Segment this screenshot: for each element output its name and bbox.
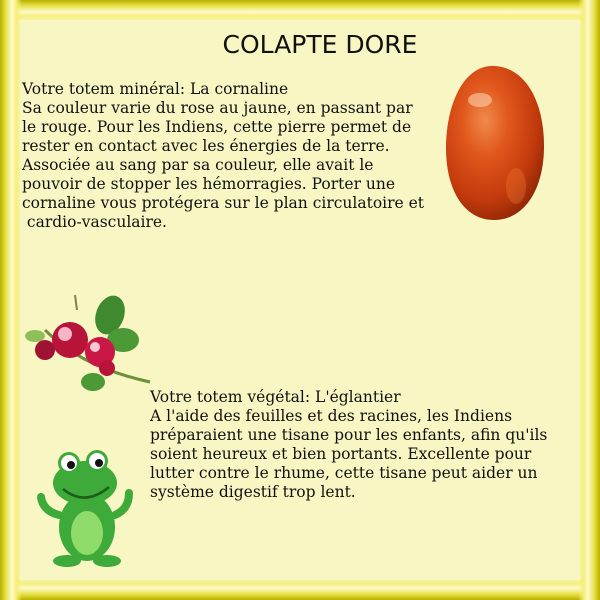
mineral-totem-text xyxy=(22,80,442,232)
mineral-heading: Votre totem minéral: La cornaline xyxy=(22,80,289,98)
mineral-line: le rouge. Pour les Indiens, cette pierre permet de xyxy=(22,118,412,136)
mineral-line: pouvoir de stopper les hémorragies. Porter une xyxy=(22,175,396,193)
mineral-line: cornaline vous protégera sur le plan circulatoire et xyxy=(22,194,425,212)
vegetal-totem-text xyxy=(150,388,570,502)
vegetal-line: système digestif trop lent. xyxy=(150,483,356,501)
vegetal-line: soient heureux et bien portants. Excellente pour xyxy=(150,445,532,463)
eglantier-flower-image xyxy=(15,290,155,400)
vegetal-line: préparaient une tisane pour les enfants, afin qu'ils xyxy=(150,426,548,444)
mineral-line: Sa couleur varie du rose au jaune, en passant par xyxy=(22,99,413,117)
page-title: COLAPTE DORE xyxy=(222,30,418,59)
vegetal-line: lutter contre le rhume, cette tisane peut aider un xyxy=(150,464,538,482)
mineral-line: Associée au sang par sa couleur, elle avait le xyxy=(22,156,374,174)
vegetal-line: A l'aide des feuilles et des racines, les Indiens xyxy=(150,407,513,425)
vegetal-heading: Votre totem végétal: L'églantier xyxy=(150,388,401,406)
mineral-line: cardio-vasculaire. xyxy=(22,213,167,231)
frog-image xyxy=(35,445,135,575)
mineral-line: rester en contact avec les énergies de la terre. xyxy=(22,137,390,155)
carnelian-stone-image xyxy=(440,60,550,225)
